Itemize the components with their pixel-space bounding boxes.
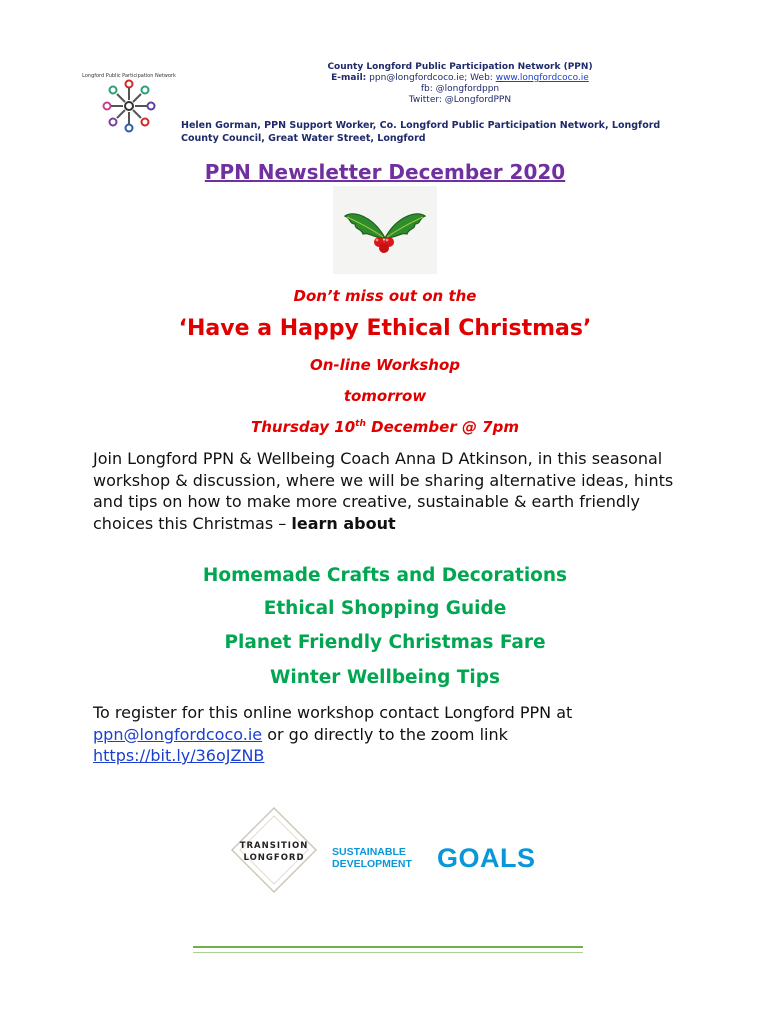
event-when: tomorrow bbox=[343, 387, 427, 405]
web-label: ; Web: bbox=[464, 73, 493, 83]
twitter-line: Twitter: @LongfordPPN bbox=[408, 95, 512, 105]
register-email-link[interactable]: ppn@longfordcoco.ie bbox=[93, 724, 263, 744]
register-mid-text: or go directly to the zoom link bbox=[262, 724, 508, 744]
description-bold: learn about bbox=[291, 513, 396, 533]
transition-longford-logo bbox=[230, 806, 318, 894]
web-link[interactable]: www.longfordcoco.ie bbox=[495, 73, 589, 83]
topic-4: Winter Wellbeing Tips bbox=[269, 667, 501, 688]
sdg-words bbox=[332, 846, 412, 870]
date-sup: th bbox=[355, 419, 366, 429]
event-name: ‘Have a Happy Ethical Christmas’ bbox=[178, 316, 592, 341]
page-title bbox=[0, 160, 770, 184]
ppn-logo bbox=[82, 70, 176, 142]
contact-line-1: Helen Gorman, PPN Support Worker, Co. Longford Public Participation Network, Longford bbox=[181, 120, 661, 131]
sdg-line-2: DEVELOPMENT bbox=[332, 858, 412, 870]
svg-text:LONGFORD: LONGFORD bbox=[243, 853, 305, 863]
email-web-line bbox=[300, 73, 620, 84]
holly-image bbox=[333, 186, 437, 274]
description bbox=[93, 448, 683, 534]
date-pre: Thursday 10 bbox=[250, 418, 356, 436]
zoom-link[interactable]: https://bit.ly/36oJZNB bbox=[93, 746, 265, 765]
header-email: ppn@longfordcoco.ie bbox=[369, 73, 465, 83]
topic-2: Ethical Shopping Guide bbox=[263, 598, 507, 619]
event-type: On-line Workshop bbox=[309, 356, 461, 374]
description-text: Join Longford PPN & Wellbeing Coach Anna D Atkinson, in this seasonal workshop & discussion, where we will be sharing alternative ideas, hints and tips on how to make more creative, sustainable & earth friendly choices this Christmas – bbox=[93, 449, 674, 533]
event-date bbox=[0, 418, 770, 436]
contact-info bbox=[181, 119, 721, 145]
event-intro: Don’t miss out on the bbox=[293, 287, 477, 305]
footer-divider bbox=[193, 946, 583, 953]
date-post: December @ 7pm bbox=[365, 418, 519, 436]
contact-line-2: County Council, Great Water Street, Longford bbox=[181, 133, 426, 144]
sdg-line-1: SUSTAINABLE bbox=[332, 846, 406, 858]
header-block bbox=[300, 62, 620, 106]
register-info bbox=[93, 702, 683, 767]
fb-line: fb: @longfordppn bbox=[420, 84, 500, 94]
register-text: To register for this online workshop contact Longford PPN at bbox=[93, 703, 573, 722]
org-name: County Longford Public Participation Network (PPN) bbox=[327, 62, 593, 72]
page-title-text: PPN Newsletter December 2020 bbox=[204, 160, 566, 184]
email-label: E-mail: bbox=[331, 73, 367, 83]
svg-text:Longford Public Participation: Longford Public Participation Network bbox=[82, 73, 176, 79]
svg-text:TRANSITION: TRANSITION bbox=[239, 841, 309, 851]
sdg-goals: GOALS bbox=[437, 843, 536, 873]
topic-3: Planet Friendly Christmas Fare bbox=[224, 632, 546, 653]
topic-1: Homemade Crafts and Decorations bbox=[202, 565, 568, 586]
sdg-logo bbox=[332, 843, 557, 873]
